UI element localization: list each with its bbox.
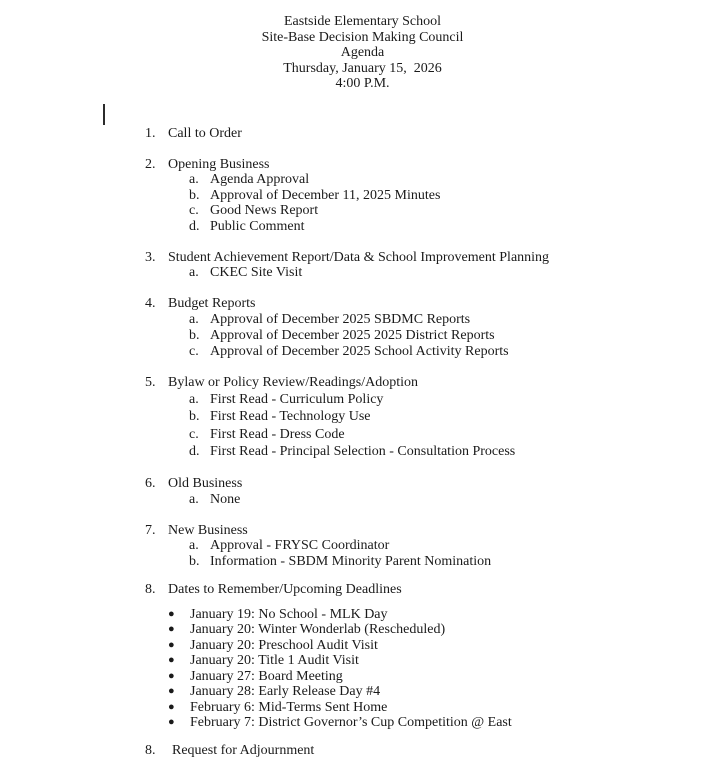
bullet-icon: ● [168,685,175,697]
agenda-item [0,126,725,142]
subitem-letter: a. [189,538,199,553]
bullet-label: January 27: Board Meeting [190,668,343,684]
subitem-label: Information - SBDM Minority Parent Nomination [210,553,492,569]
bullet-label: January 28: Early Release Day #4 [190,684,381,699]
item-title: Student Achievement Report/Data & School Improvement Planning [168,249,550,265]
bullet-icon: ● [168,716,175,728]
item-title: Call to Order [168,125,242,141]
subitem-label: CKEC Site Visit [210,265,303,280]
subitem-letter: a. [189,391,199,407]
agenda-section-student-achievement [0,250,725,281]
agenda-item [0,476,725,492]
bullet-label: January 20: Title 1 Audit Visit [190,653,359,668]
header-school-name: Eastside Elementary School [283,14,442,29]
agenda-subitem [0,492,725,508]
agenda-section-adjournment [0,743,725,759]
agenda-section-opening-business [0,157,725,235]
subitem-letter: d. [189,444,200,459]
agenda-subitem [0,426,725,444]
subitem-label: First Read - Dress Code [210,426,345,442]
header-council-name: Site-Base Decision Making Council [261,29,464,45]
item-number: 7. [145,522,156,538]
subitem-group [0,391,725,461]
subitem-label: First Read - Technology Use [210,409,371,424]
agenda-subitem [0,538,725,554]
bullet-label: January 20: Preschool Audit Visit [190,637,378,653]
agenda-subitem [0,265,725,281]
agenda-section-budget-reports [0,296,725,360]
bullet-item [0,653,725,669]
subitem-letter: b. [189,327,200,343]
subitem-letter: c. [189,343,199,359]
subitem-label: First Read - Curriculum Policy [210,391,384,407]
agenda-subitem [0,219,725,235]
item-number: 2. [145,156,156,172]
subitem-letter: a. [189,311,199,327]
item-title: Request for Adjournment [172,742,315,758]
agenda-subitem [0,312,725,328]
subitem-label: None [210,491,241,507]
header-date: Thursday, January 15, 2026 [283,60,442,76]
subitem-label: Approval of December 11, 2025 Minutes [210,187,441,203]
agenda-subitem [0,328,725,344]
agenda-subitem [0,344,725,360]
bullet-item [0,700,725,716]
agenda-item [0,157,725,173]
item-number: 5. [145,375,156,390]
agenda-item [0,582,725,598]
agenda-section-call-to-order [0,126,725,142]
subitem-group [0,312,725,360]
agenda-section-dates-to-remember [0,582,725,731]
bullet-label: January 20: Winter Wonderlab (Rescheduled) [190,622,446,637]
agenda-section-old-business [0,476,725,507]
subitem-letter: b. [189,553,200,569]
bullet-item [0,607,725,623]
agenda-subitem [0,554,725,570]
item-number: 8. [145,742,156,758]
item-title: Opening Business [168,156,270,172]
agenda-section-bylaw-policy [0,375,725,461]
item-number: 4. [145,296,156,311]
subitem-label: Good News Report [210,203,319,218]
header-doc-type: Agenda [340,45,385,60]
agenda-item [0,743,725,759]
item-title: Old Business [168,476,243,491]
item-title: Bylaw or Policy Review/Readings/Adoption [168,375,419,390]
bullet-icon: ● [168,669,175,682]
item-title: Dates to Remember/Upcoming Deadlines [168,582,402,597]
subitem-letter: c. [189,426,199,442]
subitem-letter: b. [189,409,200,424]
agenda-item [0,250,725,266]
bullet-label: January 19: No School - MLK Day [190,606,388,622]
item-number: 3. [145,249,156,265]
agenda-item [0,296,725,312]
bullet-icon: ● [168,638,175,651]
agenda-subitem [0,408,725,426]
agenda-item [0,523,725,539]
bullet-item [0,622,725,638]
subitem-label: Approval of December 2025 2025 District Reports [210,327,495,343]
agenda-subitem [0,203,725,219]
agenda-item [0,375,725,391]
item-title: Budget Reports [168,296,256,311]
subitem-letter: d. [189,218,200,234]
bullet-icon: ● [168,700,175,713]
subitem-letter: b. [189,187,200,203]
bullet-item [0,669,725,685]
bullet-item [0,684,725,700]
item-number: 6. [145,476,156,491]
subitem-label: Approval of December 2025 School Activity Reports [210,343,509,359]
subitem-label: Approval - FRYSC Coordinator [210,538,390,553]
subitem-label: First Read - Principal Selection - Consultation Process [210,444,516,459]
bullet-label: February 7: District Governor’s Cup Competition @ East [190,715,512,730]
agenda-section-new-business [0,523,725,570]
item-number: 1. [145,125,156,141]
item-number: 8. [145,582,156,597]
bullet-item [0,715,725,731]
dates-bullet-list [0,607,725,731]
document-header [0,14,725,92]
subitem-label: Public Comment [210,218,305,234]
agenda-subitem [0,443,725,461]
bullet-item [0,638,725,654]
agenda-subitem [0,188,725,204]
bullet-icon: ● [168,607,175,620]
bullet-icon: ● [168,623,175,635]
text-cursor [103,104,105,125]
blank-line [0,92,725,126]
header-time: 4:00 P.M. [335,76,390,91]
bullet-label: February 6: Mid-Terms Sent Home [190,699,388,715]
subitem-label: Approval of December 2025 SBDMC Reports [210,311,471,327]
subitem-letter: a. [189,491,199,507]
item-title: New Business [168,522,248,538]
bullet-icon: ● [168,654,175,666]
agenda-subitem [0,172,725,188]
subitem-letter: a. [189,265,199,280]
subitem-label: Agenda Approval [210,172,310,187]
subitem-letter: a. [189,172,199,187]
agenda-subitem [0,391,725,409]
subitem-letter: c. [189,203,199,218]
